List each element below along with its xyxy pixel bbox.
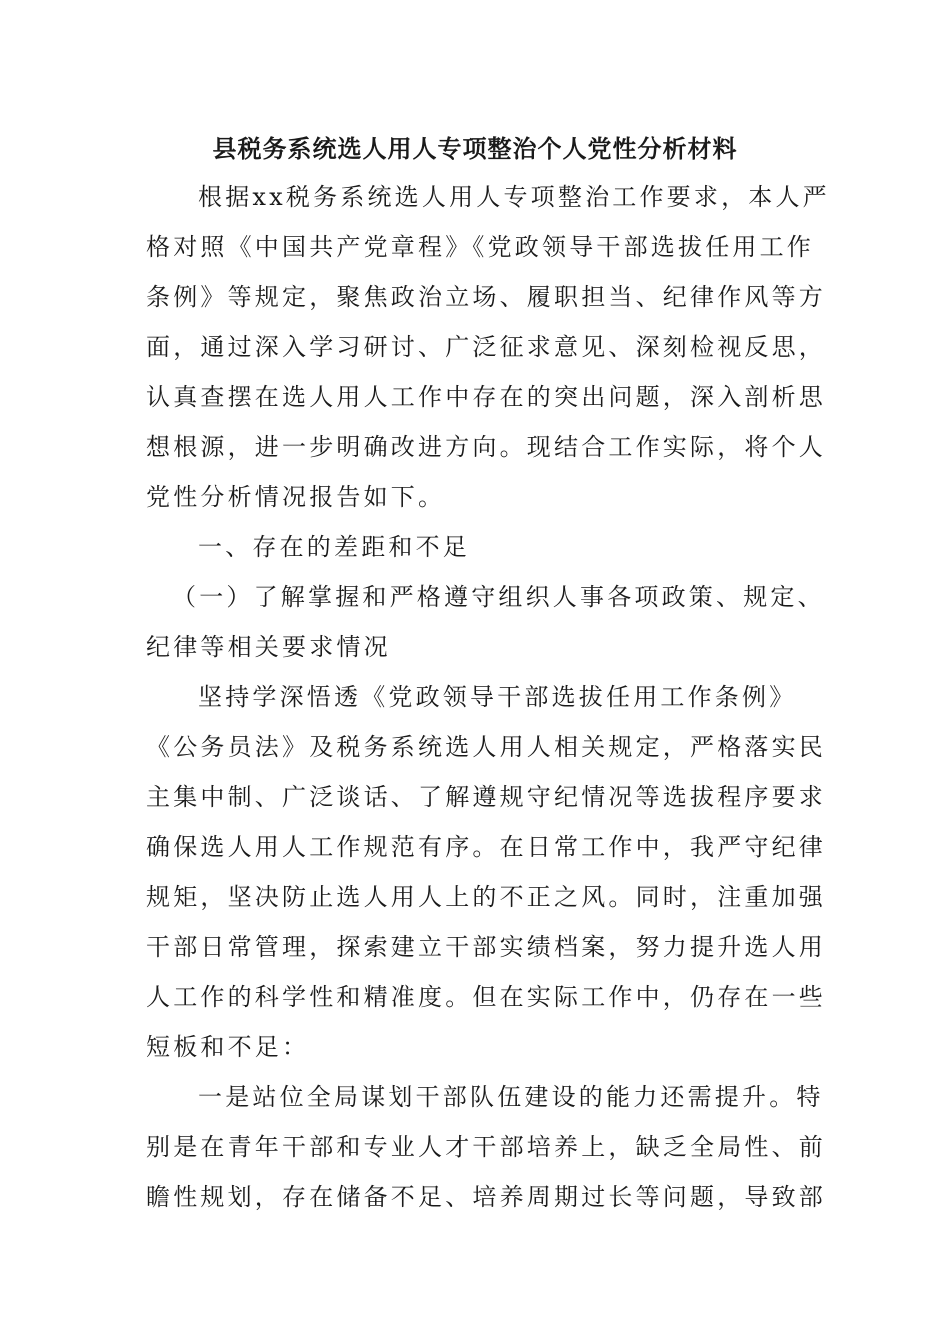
paragraph-line: 主集中制、广泛谈话、了解遵规守纪情况等选拔程序要求 — [146, 783, 826, 811]
paragraph-line: 《公务员法》及税务系统选人用人相关规定，严格落实民 — [146, 733, 826, 761]
section-heading: 一、存在的差距和不足 — [198, 533, 470, 561]
paragraph-line: 规矩，坚决防止选人用人上的不正之风。同时，注重加强 — [146, 883, 826, 911]
paragraph-line: 确保选人用人工作规范有序。在日常工作中，我严守纪律 — [146, 833, 826, 861]
paragraph-line: 干部日常管理，探索建立干部实绩档案，努力提升选人用 — [146, 933, 826, 961]
paragraph-line: 一是站位全局谋划干部队伍建设的能力还需提升。特 — [198, 1083, 824, 1111]
paragraph-line: 党性分析情况报告如下。 — [146, 483, 446, 511]
document-body — [146, 172, 830, 1222]
document-title: 县税务系统选人用人专项整治个人党性分析材料 — [212, 134, 738, 163]
paragraph-line: 面，通过深入学习研讨、广泛征求意见、深刻检视反思， — [146, 333, 826, 361]
paragraph-line: 根据xx税务系统选人用人专项整治工作要求，本人严 — [198, 183, 830, 211]
paragraph-line: 人工作的科学性和精准度。但在实际工作中，仍存在一些 — [146, 983, 826, 1011]
paragraph-line: 瞻性规划，存在储备不足、培养周期过长等问题，导致部 — [146, 1183, 826, 1211]
paragraph-line: 别是在青年干部和专业人才干部培养上，缺乏全局性、前 — [146, 1133, 826, 1161]
paragraph-line: 条例》等规定，聚焦政治立场、履职担当、纪律作风等方 — [146, 283, 826, 311]
paragraph-line: 坚持学深悟透《党政领导干部选拔任用工作条例》 — [198, 683, 797, 711]
subsection-heading-continued: 纪律等相关要求情况 — [146, 633, 391, 661]
paragraph-line: 想根源，进一步明确改进方向。现结合工作实际，将个人 — [146, 433, 826, 461]
paragraph-line: 认真查摆在选人用人工作中存在的突出问题，深入剖析思 — [146, 383, 826, 411]
paragraph-line: 格对照《中国共产党章程》《党政领导干部选拔任用工作 — [146, 233, 814, 261]
paragraph-line: 短板和不足： — [146, 1033, 310, 1061]
subsection-heading: （一）了解掌握和严格遵守组织人事各项政策、规定、 — [172, 583, 825, 611]
